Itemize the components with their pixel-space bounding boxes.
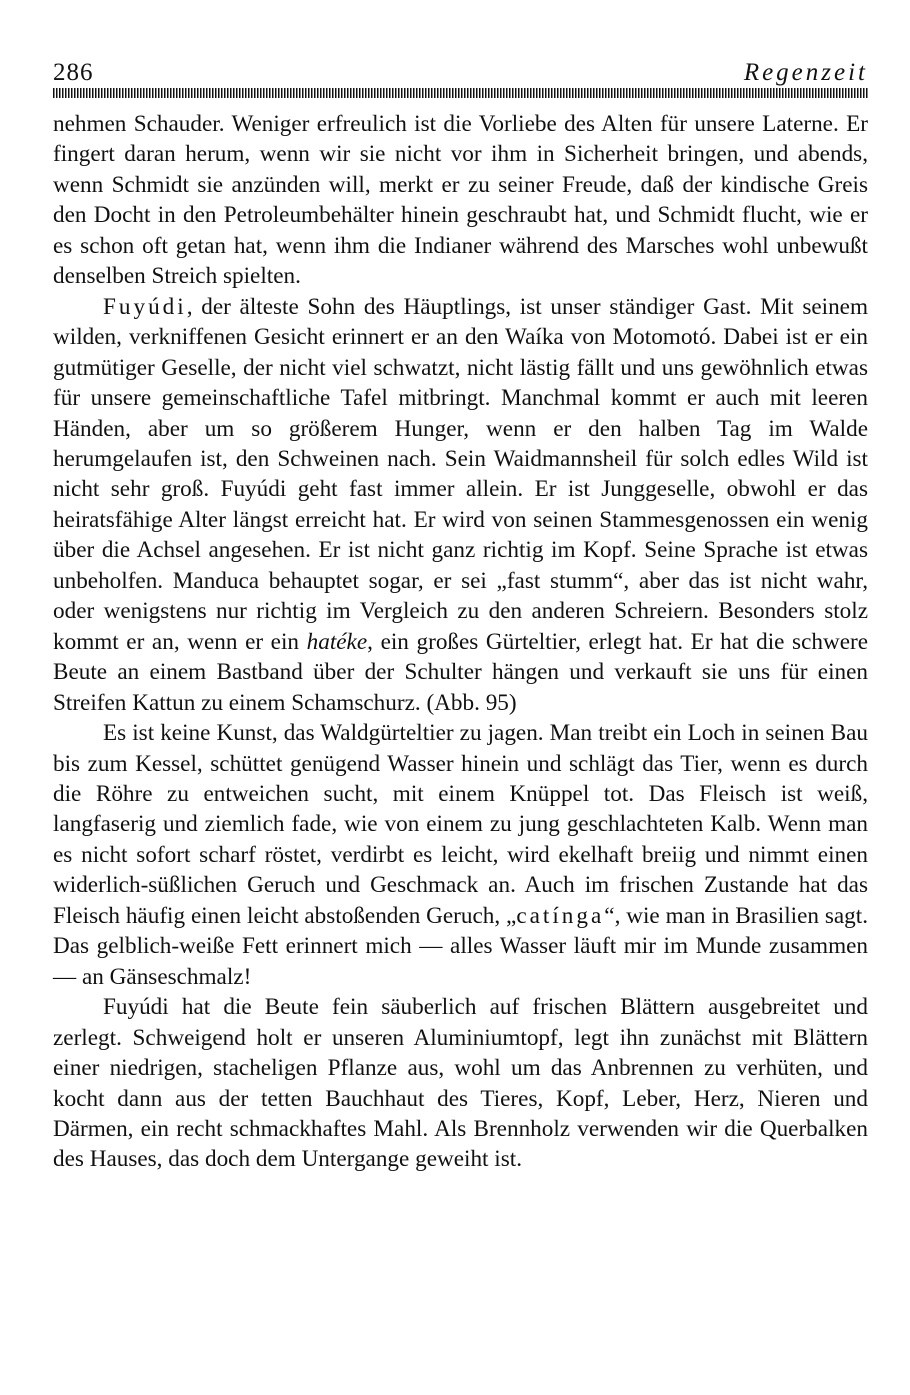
text-segment: Fuyúdi hat die Beute fein säuberlich auf frischen Blättern ausgebreitet und zerlegt. Schweigend holt er unseren Aluminiumtopf, legt ihn zunächst mit Blättern einer niedrigen, stacheligen Pflanze aus, wohl um das Anbrennen zu verhüten, und kocht dann aus der tetten Bauchhaut des Tieres, Kopf, Leber, Herz, Nieren und Därmen, ein recht schmackhaftes Mahl. Als Brennholz verwenden wir die Querbalken des Hauses, das doch dem Untergange geweiht ist. <box>53 994 868 1173</box>
paragraph <box>53 292 868 718</box>
paragraph <box>53 992 868 1175</box>
paragraph <box>53 718 868 992</box>
book-page <box>53 58 868 1175</box>
spaced-name: Fuyúdi <box>103 293 187 320</box>
spaced-term: catínga <box>516 902 605 929</box>
page-number: 286 <box>53 59 94 86</box>
italic-term: hatéke <box>306 628 368 655</box>
page-header <box>53 58 868 92</box>
header-rule <box>53 88 868 98</box>
text-segment: “, wie man in Brasilien sagt. Das gelblich-weiße Fett erinnert mich — alles Wasser läuft mir im Munde zusammen — an Gänseschmalz! <box>53 902 868 990</box>
paragraph <box>53 109 868 292</box>
text-segment: nehmen Schauder. Weniger erfreulich ist die Vorliebe des Alten für unsere Laterne. Er fingert daran herum, wenn wir sie nicht vor ihm in Sicherheit bringen, und abends, wenn Schmidt sie anzünden will, merkt er zu seiner Freude, daß der kindische Greis den Docht in den Petroleumbehälter hinein geschraubt hat, und Schmidt flucht, wie er es schon oft getan hat, wenn ihm die Indianer während des Marsches wohl unbewußt denselben Streich spielten. <box>53 111 868 290</box>
text-segment: , ein großes Gürteltier, erlegt hat. Er hat die schwere Beute an einem Bastband über der Schulter hängen und verkauft sie uns für einen Streifen Kattun zu einem Schamschurz. (Abb. 95) <box>53 628 869 716</box>
text-segment: Es ist keine Kunst, das Waldgürteltier zu jagen. Man treibt ein Loch in seinen Bau bis zum Kessel, schüttet genügend Wasser hinein und schlägt das Tier, wenn es durch die Röhre zu entweichen sucht, mit einem Knüppel tot. Das Fleisch ist weiß, langfaserig und ziemlich fade, wie von einem zu jung geschlachteten Kalb. Wenn man es nicht sofort scharf röstet, verdirbt es leicht, wird ekelhaft breiig und nimmt einen widerlich-süßlichen Geruch und Geschmack an. Auch im frischen Zustande hat das Fleisch häufig einen leicht abstoßenden Geruch, „ <box>53 720 868 929</box>
text-segment: , der älteste Sohn des Häuptlings, ist unser ständiger Gast. Mit seinem wilden, verkniffenen Gesicht erinnert er an den Waíka von Motomotó. Dabei ist er ein gutmütiger Geselle, der nicht viel schwatzt, nicht lästig fällt und uns gewöhnlich etwas für unsere gemeinschaftliche Tafel mitbringt. Manchmal kommt er auch mit leeren Händen, aber um so größerem Hunger, wenn er den halben Tag im Walde herumgelaufen ist, den Schweinen nach. Sein Waidmannsheil für solch edles Wild ist nicht sehr groß. Fuyúdi geht fast immer allein. Er ist Junggeselle, obwohl er das heiratsfähige Alter längst erreicht hat. Er wird von seinen Stammesgenossen ein wenig über die Achsel angesehen. Er ist nicht ganz richtig im Kopf. Seine Sprache ist etwas unbeholfen. Manduca behauptet sogar, er sei „fast stumm“, aber das ist nicht wahr, oder wenigstens nur richtig im Vergleich zu den anderen Schreiern. Besonders stolz kommt er an, wenn er ein <box>53 293 868 655</box>
body-text <box>53 109 868 1175</box>
running-title: Regenzeit <box>743 59 868 86</box>
